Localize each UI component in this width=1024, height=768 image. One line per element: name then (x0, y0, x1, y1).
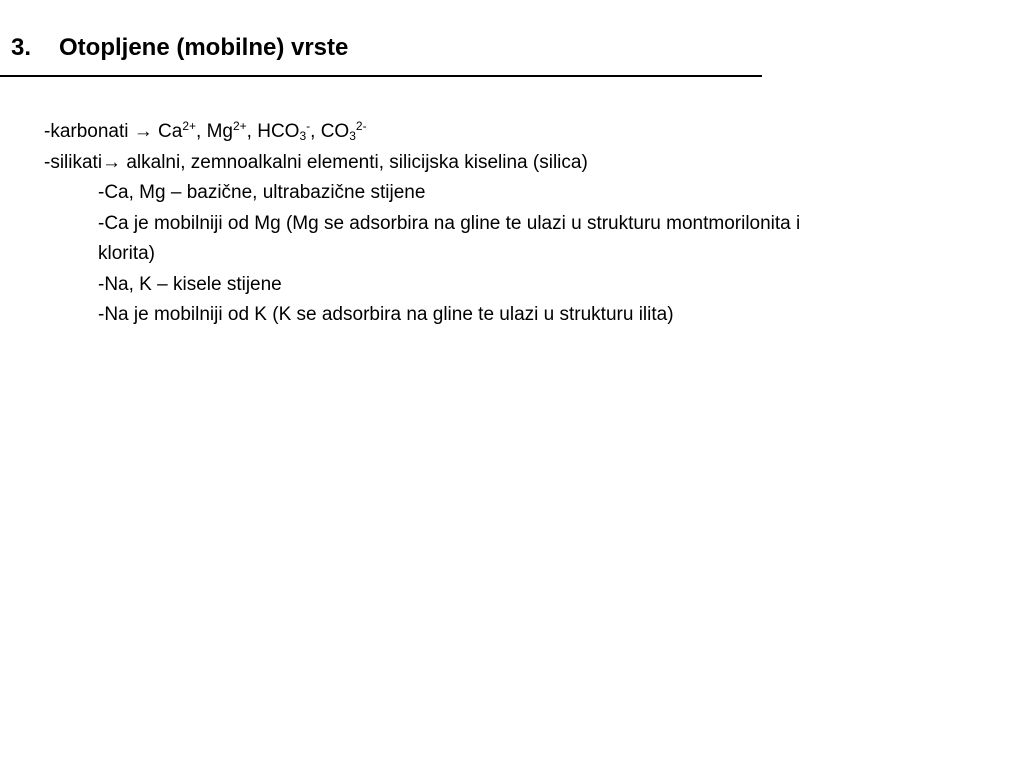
mg-charge: 2+ (232, 119, 247, 133)
mg-text: , Mg (196, 121, 233, 142)
hco-text: , HCO (246, 121, 300, 142)
carbonates-prefix: -karbonati → Ca (44, 121, 183, 142)
sub-item: -Na je mobilniji od K (K se adsorbira na gline te ulazi u strukturu ilita) (98, 304, 674, 325)
carbonates-line (44, 117, 844, 148)
sub-item: -Na, K – kisele stijene (98, 273, 282, 295)
title-underline (0, 75, 762, 77)
hco3-charge: - (306, 119, 311, 133)
hco3-subscript: 3 (299, 129, 307, 143)
title-number: 3. (11, 34, 32, 61)
co-text: , CO (310, 121, 350, 142)
sub-item: -Ca je mobilniji od Mg (Mg se adsorbira na gline te ulazi u strukturu montmorilonita i klorita) (98, 212, 801, 264)
sub-item: -Ca, Mg – bazične, ultrabazične stijene (98, 182, 426, 203)
co3-subscript: 3 (349, 129, 356, 143)
slide-title (11, 30, 348, 66)
slide-body (44, 117, 844, 331)
ca-charge: 2+ (182, 119, 197, 133)
title-text: Otopljene (mobilne) vrste (59, 34, 349, 61)
co3-charge: 2- (355, 119, 367, 133)
silicates-line: -silikati→ alkalni, zemnoalkalni elementi, silicijska kiselina (silica) (44, 151, 588, 173)
